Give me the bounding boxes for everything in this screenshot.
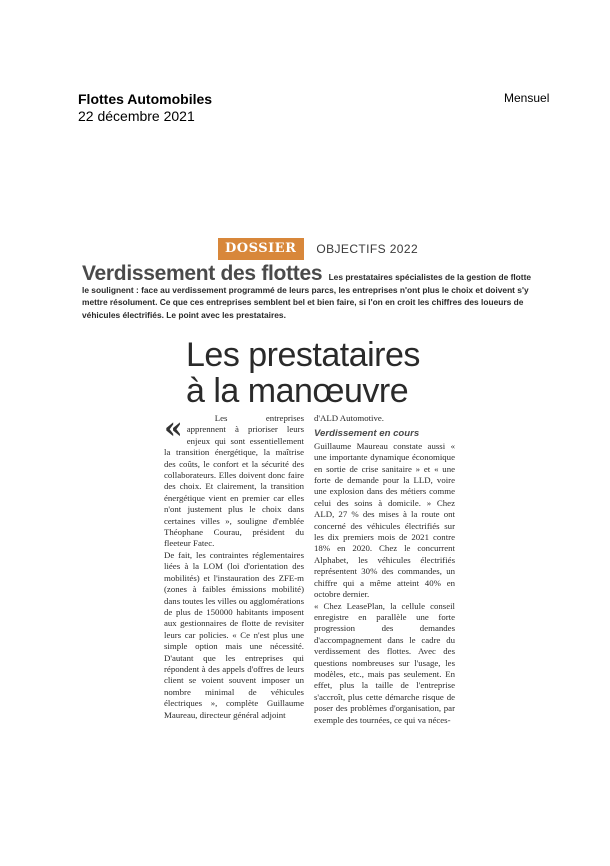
article-paragraph: De fait, les contraintes réglementaires liées à la LOM (loi d'orientation des mobilités) et l'instauration des ZFE-m (zones à faibles émissions mobilité) dans toutes les villes ou agglomérations de plus de 150000 habitants imposent aux gestionnaires de flotte de revisiter leurs car policies. « Ce n'est plus une simple option mais une nécessité. D'autant que les entreprises qui répondent à des appels d'offres de leurs client se voient souvent imposer un nombre minimal de véhicules électriques », complète Guillaume Maureau, directeur général adjoint	[164, 549, 304, 720]
lead-title: Verdissement des flottes	[82, 262, 323, 285]
rubric-subtitle: OBJECTIFS 2022	[316, 242, 419, 256]
publication-date: 22 décembre 2021	[78, 108, 195, 124]
headline-line-1: Les prestataires	[186, 336, 420, 374]
article-paragraph: d'ALD Automotive.	[314, 413, 385, 423]
article-headline	[186, 337, 420, 409]
lead-paragraph	[82, 262, 532, 321]
rubric-tag: DOSSIER	[218, 238, 304, 260]
article-paragraph: Guillaume Maureau constate aussi « une importante dynamique économique en sortie de crise sanitaire » et « une forte de demande pour la LLD, voire une explosion dans des métiers comme celui des soins à domicile. » Chez ALD, 27 % des mises à la route ont concerné des véhicules électrifiés sur les dix premiers mois de 2021 contre 18% en 2020. Chez le concurrent Alphabet, les véhicules électrifiés représentent 30% des commandes, un chiffre qui a même atteint 40% en octobre dernier.	[314, 440, 455, 600]
article-paragraph: « Chez LeasePlan, la cellule conseil enregistre en parallèle une forte progression des demandes d'accompagnement dans le cadre du verdissement des flottes. Avec des questions nombreuses sur l'usage, les modèles, etc., mais pas seulement. En effet, plus la taille de l'entreprise s'accroît, plus cette démarche risque de poser des problèmes d'organisation, par exemple des tournées, ce qui va néces-	[314, 600, 455, 725]
quote-mark: «	[164, 411, 183, 446]
periodicity: Mensuel	[504, 91, 550, 105]
rubric-bar	[218, 238, 418, 260]
article-paragraph: Les entreprises apprennent à prioriser leurs enjeux qui sont essentiellement la transition énergétique, la maîtrise des coûts, le confort et la sécurité des collaborateurs. Elles doivent donc faire des choix. Et clairement, la transition énergétique vient en premier car elles n'ont justement plus le choix dans certaines villes », souligne d'emblée Théophane Courau, président du fleeteur Fatec.	[164, 413, 304, 549]
sub-heading: Verdissement en cours	[314, 428, 420, 440]
publication-name: Flottes Automobiles	[78, 91, 213, 107]
headline-line-2: à la manœuvre	[186, 372, 409, 410]
article-column-right	[314, 413, 455, 726]
lead-text: Les prestataires spécialistes de la gestion de flotte le soulignent : face au verdissement programmé de leurs parcs, les entreprises n'ont plus le choix et doivent s'y mettre résolument. Ce que ces entreprises semblent bel et bien faire, si l'on en croit les chiffres des loueurs de véhicules électrifiés. Le point avec les prestataires.	[82, 272, 532, 320]
article-column-left	[164, 413, 304, 721]
